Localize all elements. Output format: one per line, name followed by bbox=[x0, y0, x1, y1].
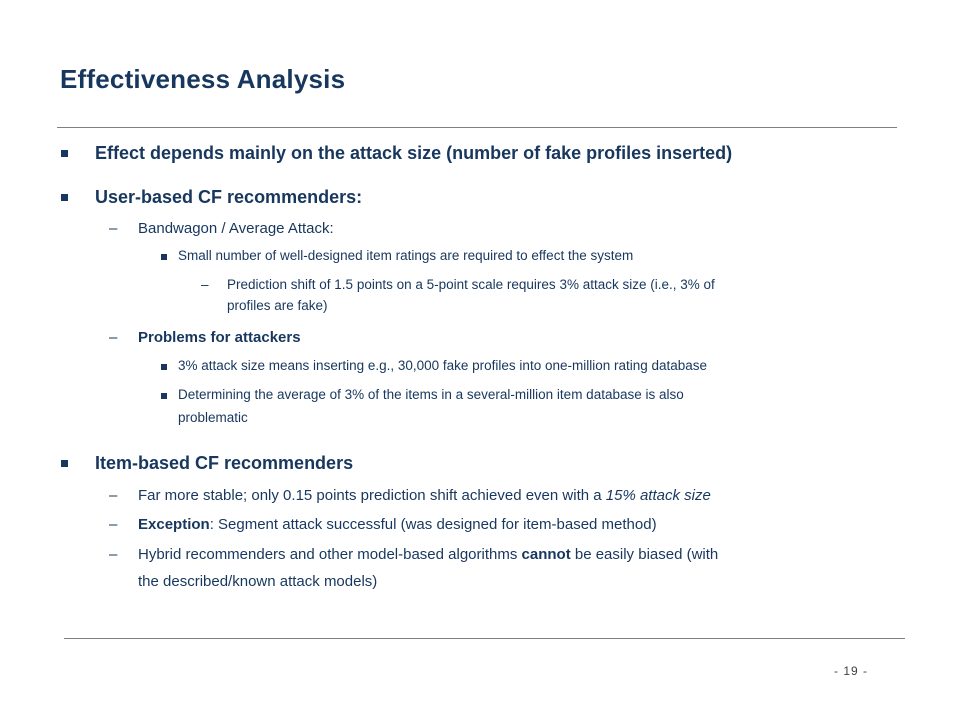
bullet-user-based-cf: User-based CF recommenders: bbox=[95, 187, 363, 207]
bullet-hybrid-line1 bbox=[138, 546, 718, 563]
bullet-item-based-cf: Item-based CF recommenders bbox=[95, 453, 354, 473]
dash-bullet-icon: – bbox=[201, 277, 209, 292]
square-bullet-icon bbox=[61, 194, 68, 201]
dash-bullet-icon: – bbox=[109, 329, 118, 346]
exception-text: : Segment attack successful (was designed for item-based method) bbox=[209, 516, 657, 533]
square-bullet-icon bbox=[61, 460, 68, 467]
bullet-determining-average-line1: Determining the average of 3% of the items in a several-million item database is also bbox=[178, 387, 684, 402]
dash-bullet-icon: – bbox=[109, 487, 118, 504]
bullet-small-number-ratings: Small number of well-designed item ratings are required to effect the system bbox=[178, 248, 634, 263]
footer-divider bbox=[64, 638, 905, 639]
bullet-bandwagon-average: Bandwagon / Average Attack: bbox=[138, 220, 334, 237]
dash-bullet-icon: – bbox=[109, 516, 118, 533]
bullet-hybrid-line2: the described/known attack models) bbox=[138, 573, 378, 590]
square-bullet-icon bbox=[161, 364, 167, 370]
slide-title: Effectiveness Analysis bbox=[60, 64, 346, 94]
page-number: - 19 - bbox=[834, 664, 869, 678]
exception-label: Exception bbox=[138, 516, 210, 533]
bullet-attack-size: Effect depends mainly on the attack size (number of fake profiles inserted) bbox=[95, 143, 733, 163]
hybrid-text-pre: Hybrid recommenders and other model-based algorithms bbox=[138, 546, 522, 563]
bullet-far-more-stable bbox=[138, 487, 711, 504]
attack-size-emphasis: 15% attack size bbox=[605, 487, 711, 504]
bullet-exception bbox=[138, 516, 657, 533]
bullet-prediction-shift-line2: profiles are fake) bbox=[227, 298, 328, 313]
bullet-inserting-fake-profiles: 3% attack size means inserting e.g., 30,000 fake profiles into one-million rating database bbox=[178, 358, 708, 373]
dash-bullet-icon: – bbox=[109, 546, 118, 563]
cannot-emphasis: cannot bbox=[521, 546, 571, 563]
bullet-determining-average-line2: problematic bbox=[178, 410, 248, 425]
square-bullet-icon bbox=[161, 393, 167, 399]
square-bullet-icon bbox=[161, 254, 167, 260]
bullet-prediction-shift-line1: Prediction shift of 1.5 points on a 5-point scale requires 3% attack size (i.e., 3% of bbox=[227, 277, 715, 292]
hybrid-text-post: be easily biased (with bbox=[570, 546, 719, 563]
dash-bullet-icon: – bbox=[109, 220, 118, 237]
far-more-stable-text: Far more stable; only 0.15 points prediction shift achieved even with a bbox=[138, 487, 606, 504]
square-bullet-icon bbox=[61, 150, 68, 157]
bullet-problems-for-attackers: Problems for attackers bbox=[138, 329, 301, 346]
